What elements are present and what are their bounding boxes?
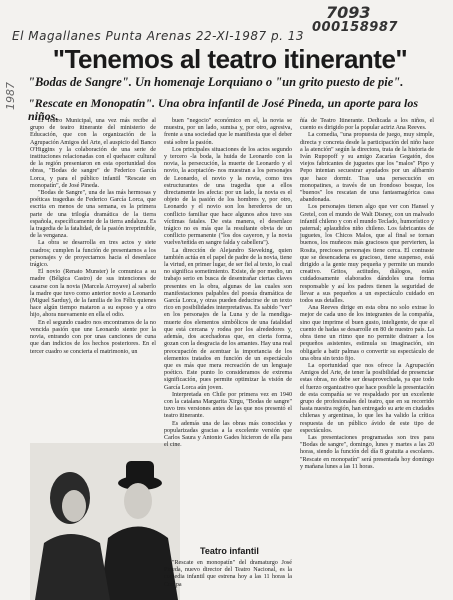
paragraph: En el segundo cuadro nos encontramos de la no vencida pasión que une Leonardo siente por la novia, entrando con por unas canciones de cuna que dan indicios de los hechos posteriores. En el tercer cuadro se concierta el matrimonio, un: [30, 319, 156, 355]
paragraph: La obra se desarrolla en tres actos y siete cuadros; cumplen la función de presentarnos a los personajes y de proyectarnos hacia el desenlace trágico.: [30, 240, 156, 269]
paragraph: Los personajes tienen algo que ver con Hansel y Gretel, con el mundo de Walt Disney, con un malvado infantil chileno y con el mundo Teclado, humorístico y paternal; aplaudidos niño chileno. Los fabricantes de juguetes, los Chicos Malos, que al final se tornan buenos, los muñecos más graciosos que pervierten, la Rosita, preciosos personajes tiene cerca. El contraste que se desencadena es gracioso, tiene suspenso, está dirigido a la gente muy pequeña y permite un mundo creativo. Gritos, actitudes, diálogos, están cuidadosamente elaborados dándoles una forma responsable y así los padres tienen la seguridad de llevar a sus pequeños a un espectáculo cuidado en todos sus detalles.: [300, 204, 434, 305]
handwritten-archive-code: 000158987: [312, 20, 398, 35]
article-column-2: [164, 118, 292, 449]
actors-photo: [30, 443, 180, 600]
paragraph: La dirección de Alejandro Sieveking, quien también actúa en el papel de padre de la novia, tiene la virtud, en primer lugar, de ser fiel al texto, lo cual no significa sometimiento. Existe, de por medio, un trabajo serio en busca de desentrañar ciertas claves presentes en la obra, algunas de las cuales son manifestaciones palpables del poesía dramática de García Lorca, y otras pueden deducirse de un texto rico en posibilidades interpretativas. Es sabido "ver" en los personajes de la Luna y de la mendiga-muerte dos elementos simbólicos de una fatalidad que está cercana y rodea por los alrededores y, además, dos acechadoras que, en cierta forma, gozan con la desgracia de los amantes. Hay una real preocupación de acentuar la importancia de los elementos tratados en función de un espectáculo que es más que mera recreación de un lenguaje poético. Este punto lo consideramos de extrema significación, pues permite optimizar la visión de García Lorca aún joven.: [164, 247, 292, 391]
paragraph: Los principales situaciones de los actos segundo y tercero -la boda, la huida de Leonardo con la novia, la persecución, la muerte de Leonardo y el novio, la aceptación- nos muestran a los personajes de Leonardo, el novio y la novia, como tres estructurantes de una tragedia que a ellos directamente les afecta: por un lado, la novia es el objeto de la pasión de los hombres y, por otro, Leonardo y el novio son los herederos de un conflicto familiar que hace algunos años tuvo sus víctimas fatales. De esta manera, el desenlace trágico no es más que la resultante obvia de un conflicto permanente ("los dos cayeron, y la novia vuelve/teñida en sangre falda y cabellera").: [164, 146, 292, 247]
handwritten-source-line: El Magallanes Punta Arenas 22-XI-1987 p. 13: [12, 29, 304, 43]
paragraph: "Bodas de Sangre", una de las más hermosas y poéticas tragedias de Federico García Lorca, que escrita en menos de una semana, es la primera parte de una trilogía dramática de la tierra española, específicamente de la tierra andaluza. Es la tragedia de la fatalidad, de la pasión irreprimible, de la venganza.: [30, 190, 156, 240]
article-headline: "Tenemos al teatro itinerante": [52, 44, 408, 74]
article-column-2-end: [164, 560, 292, 589]
section-subheading: Teatro infantil: [200, 546, 259, 556]
paragraph: Ana Reeves dirige en esta obra no solo extrae lo mejor de cada uno de los integrantes de la compañía, sino que imprime el buen gusto, inteligente, de que el cuento de hadas se desarrolle en 80 de nuestro país. La obra tiene un ritmo que no permite distraer a los pequeños asistentes, estimula su imaginación, sin obligarle a batir palmas o convertir su espectáculo de una obra sin texto fijo.: [300, 305, 434, 362]
paragraph: ñía de Teatro Itinerante. Dedicada a los niños, el cuento es dirigido por la popular actriz Ana Reeves.: [300, 118, 434, 132]
paragraph: La oportunidad que nos ofrece la Agrupación Amigos del Arte, de tener la posibilidad de presenciar estas obras, no debe ser desaprovechada, ya que todo el fuerzo organizativo que hace posible la presentación de esta compañía se ve respaldado por un excelente grupo de profesionales del teatro, que en su recorrido hasta nuestra región, han entregado su arte en ciudades chilenas y argentinas, lo que les ha valido la crítica respuesta de un público ávido de este tipo de espectáculos.: [300, 362, 434, 434]
paragraph: El Teatro Municipal, una vez más recibe al grupo de teatro itinerante del ministerio de Educación, que con la organización de la Agrupación Amigos del Arte, el auspicio del Banco O'Higgins y la colaboración de una serie de instituciones relacionadas con el quehacer cultural de la región presentaron en esta oportunidad dos obras, "Bodas de sangre" de Federico García Lorca, y para el público infantil "Rescate en monopatín", de José Pineda.: [30, 118, 156, 189]
handwritten-margin-note: 1987: [4, 82, 17, 110]
paragraph: El novio (Renato Munster) le comunica a su madre (Bélgica Castro) de sus intenciones de casarse con la novia (Marcela Arroyave) al saberlo la madre que tuvo como anterior novio a Leonardo (Miguel Sarduy), de la familia de los Félix quienes hace algún tiempo mataron a su esposo y a otro hijo, ahora nuevamente en ella el odio.: [30, 269, 156, 319]
paragraph: La comedia, "una propuesta de juego, muy simple, directa y concreta desde la participación del niño hace a la atención" según la directora, trata de la historia de Iván Rupopoff y su amigo Zacarías Gegatón, dos viejos fabricantes de juguetes que los "malos" Pipo y Pepo intentan secuestrar ayudados por un alibarnio que hace dormir. Tras una persecución en monopatines, a través de un frondoso bosque, los "buenos" los rescatan de una fantasmagórica casa abandonada.: [300, 132, 434, 204]
handwritten-reference-number: 7093: [326, 3, 371, 22]
paragraph: buen "negocio" económico en el, la novia se muestra, por un lado, sumisa y, por otro, agresiva, frente a una sociedad que le manifiesta que el deber está sobre la pasión.: [164, 118, 292, 146]
article-deck: "Bodas de Sangre". Un homenaje Lorquiano o "un grito puesto de pie".: [28, 75, 404, 89]
paragraph: Es además una de las obras más conocidas y popularizadas gracias a la excelente versión que Carlos Saura y Antonio Gades hicieron de ella para el cine.: [164, 420, 292, 449]
article-deck-secondary: "Rescate en Monopatín". Una obra infantil de José Pineda, un aporte para los niños.: [28, 96, 419, 123]
article-column-1: [30, 118, 156, 356]
paragraph: Las presentaciones programadas son tres para "Bodas de sangre", domingo, lunes y martes a las 20 horas, siendo la función del día 8 gratuita a escolares. "Rescate en monopatín" será presentada hoy domingo y mañana lunes a las 11 horas.: [300, 434, 434, 470]
article-column-3: [300, 118, 434, 471]
paragraph: Interpretada en Chile por primera vez en 1940 con la catalana Margarita Xirgu, "Bodas de sangre" tuvo tres versiones antes de las que nos presentó el teatro itinerante.: [164, 391, 292, 420]
paragraph: "Rescate en monopatín" del dramaturgo José Pineda, nuevo director del Teatro Nacional, es la comedia infantil que estrena hoy a las 11 horas la Compa: [164, 560, 292, 588]
